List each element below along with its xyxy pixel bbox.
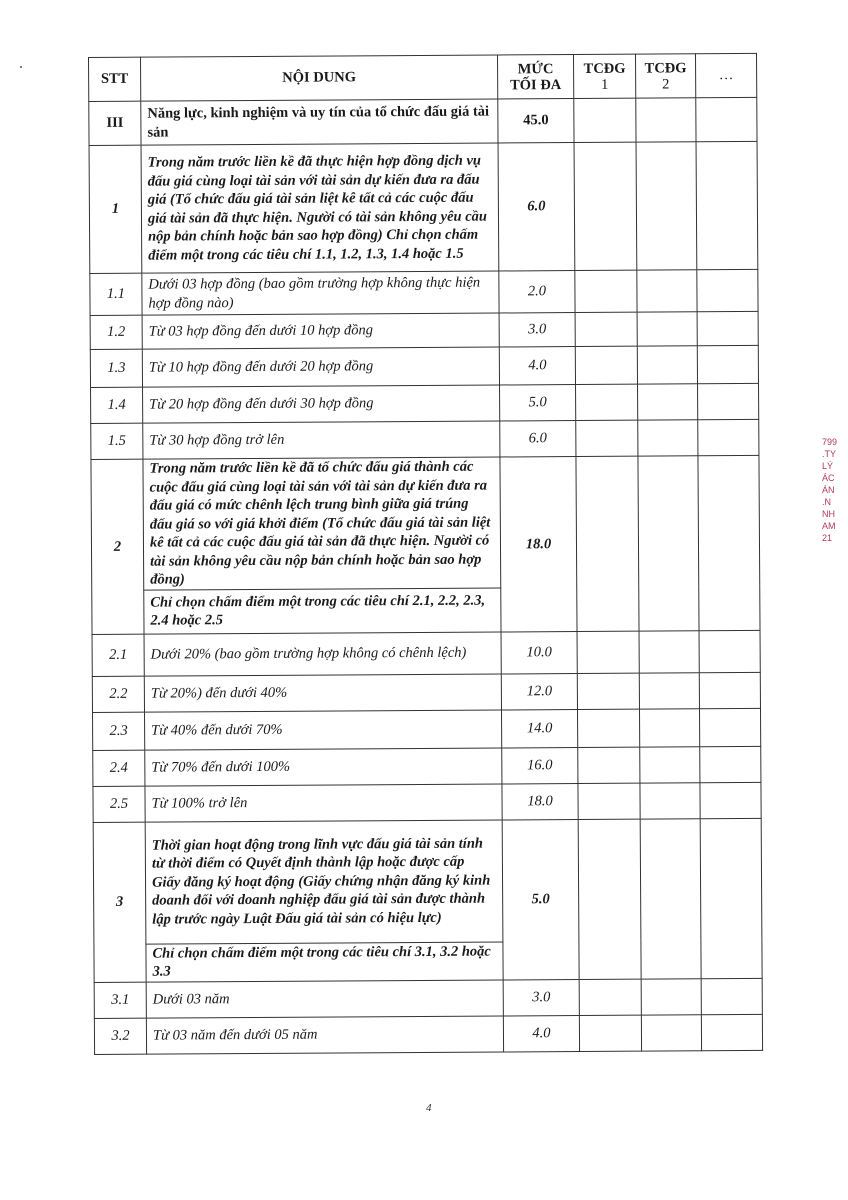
table-row	[91, 455, 760, 590]
row-tcdg-1-cell	[577, 631, 639, 673]
table-row	[90, 269, 758, 315]
row-tcdg-1-cell	[576, 384, 638, 420]
row-more-cell	[700, 782, 761, 818]
row-content: Từ 03 hợp đồng đến dưới 10 hợp đồng	[142, 313, 499, 349]
row-stt: 2.3	[93, 712, 145, 750]
row-tcdg-1-cell	[575, 270, 637, 312]
row-tcdg-2-cell	[636, 142, 697, 270]
table-row	[91, 419, 759, 459]
row-stt: 2.2	[92, 676, 144, 712]
row-tcdg-2-cell	[639, 708, 699, 746]
table-row	[91, 383, 759, 423]
row-more-cell	[699, 672, 760, 708]
row-tcdg-2-cell	[641, 978, 701, 1014]
stamp-text-fragment: ÁC	[822, 473, 835, 483]
table-header-row	[89, 53, 757, 101]
row-max-score: 10.0	[501, 631, 577, 673]
row-stt: 2.4	[93, 750, 145, 786]
margin-stamp-fragment	[822, 436, 848, 586]
row-tcdg-1-cell	[578, 747, 640, 783]
row-tcdg-1-cell	[574, 98, 636, 142]
row-more-cell	[697, 269, 758, 311]
row-stt: 1.4	[91, 387, 143, 423]
row-tcdg-1-cell	[578, 819, 641, 979]
row-content: Từ 30 hợp đồng trở lên	[143, 421, 500, 459]
row-tcdg-1-cell	[577, 673, 639, 709]
row-tcdg-2-cell	[638, 384, 698, 420]
row-tcdg-2-cell	[640, 746, 700, 782]
row-content: Thời gian hoạt động trong lĩnh vực đấu giá tài sản tính từ thời điểm có Quyết định thành lập hoặc được cấp Giấy đăng ký hoạt động (Giấy chứng nhận đăng ký kinh doanh đối với doanh nghiệp đấu giá tài sản được thành lập trước ngày Luật Đấu giá tài sản có hiệu lực)	[145, 819, 503, 943]
row-max-score: 4.0	[499, 347, 575, 385]
row-tcdg-2-cell	[638, 456, 699, 631]
stamp-text-fragment: NH	[822, 509, 835, 519]
stamp-text-fragment: LÝ	[822, 461, 834, 471]
row-tcdg-1-cell	[579, 1015, 641, 1051]
header-more: …	[695, 53, 756, 97]
table-row	[92, 630, 760, 676]
page-number: 4	[426, 1102, 432, 1114]
row-more-cell	[701, 1014, 762, 1050]
row-max-score: 6.0	[500, 421, 576, 457]
row-max-score: 12.0	[501, 673, 577, 709]
row-content: Dưới 03 năm	[146, 979, 503, 1017]
stamp-text-fragment: .N	[822, 497, 831, 507]
row-tcdg-1-cell	[578, 783, 640, 819]
row-stt: 3.2	[94, 1018, 146, 1054]
row-tcdg-1-cell	[577, 709, 639, 747]
row-max-score: 6.0	[498, 143, 575, 271]
row-tcdg-2-cell	[639, 672, 699, 708]
row-max-score: 18.0	[500, 457, 577, 632]
row-content: Từ 20 hợp đồng đến dưới 30 hợp đồng	[143, 385, 500, 423]
row-more-cell	[698, 383, 759, 419]
row-stt: 3.1	[94, 982, 146, 1018]
row-more-cell	[701, 978, 762, 1014]
header-content: NỘI DUNG	[141, 55, 498, 101]
row-tcdg-2-cell	[638, 420, 698, 456]
header-tcdg-1: TCĐG 1	[573, 54, 635, 98]
table-row	[90, 311, 758, 349]
table-row	[92, 672, 760, 712]
row-max-score: 3.0	[499, 313, 575, 347]
row-subnote: Chỉ chọn chấm điểm một trong các tiêu chí 2.1, 2.2, 2.3, 2.4 hoặc 2.5	[144, 587, 501, 633]
row-content: Dưới 20% (bao gồm trường hợp không có chênh lệch)	[144, 631, 501, 675]
row-max-score: 4.0	[503, 1015, 579, 1051]
row-max-score: 14.0	[501, 709, 577, 747]
row-more-cell	[696, 97, 757, 141]
row-more-cell	[700, 818, 762, 978]
row-tcdg-1-cell	[579, 979, 641, 1015]
row-content: Trong năm trước liền kề đã tổ chức đấu giá thành các cuộc đấu giá cùng loại tài sản với tài sản dự kiến đưa ra đấu giá có mức chênh lệch trung bình giữa giá trúng đấu giá so với giá khởi điểm (Tổ chức đấu giá tài sản liệt kê tất cả các cuộc đấu giá tài sản đã thực hiện. Người có tài sản không yêu cầu nộp bản chính hoặc bản sao hợp đồng)	[143, 457, 501, 590]
row-stt: 1.5	[91, 423, 143, 459]
row-tcdg-2-cell	[640, 818, 701, 978]
row-more-cell	[697, 345, 758, 383]
row-stt: 1.1	[90, 273, 142, 315]
stamp-text-fragment: 799	[822, 437, 838, 447]
row-tcdg-1-cell	[576, 420, 638, 456]
row-tcdg-2-cell	[637, 270, 697, 312]
row-max-score: 2.0	[499, 271, 575, 313]
row-more-cell	[700, 746, 761, 782]
row-stt: 1.2	[90, 315, 142, 349]
row-tcdg-2-cell	[639, 630, 699, 672]
table-row	[89, 141, 758, 273]
table-row	[90, 345, 758, 387]
row-content: Dưới 03 hợp đồng (bao gồm trường hợp không thực hiện hợp đồng nào)	[142, 271, 499, 315]
row-more-cell	[698, 455, 760, 630]
table-row	[89, 97, 757, 145]
stamp-text-fragment: .TY	[822, 449, 837, 459]
row-max-score: 45.0	[498, 99, 574, 143]
table-row	[93, 708, 761, 750]
row-max-score: 5.0	[500, 385, 576, 421]
row-content: Từ 20%) đến dưới 40%	[144, 673, 501, 711]
row-content: Từ 10 hợp đồng đến dưới 20 hợp đồng	[142, 347, 499, 387]
row-stt: 3	[93, 822, 146, 982]
row-more-cell	[697, 311, 758, 345]
table-row	[93, 746, 761, 786]
header-max-score: MỨC TỐI ĐA	[497, 55, 573, 99]
table-row	[94, 1014, 762, 1054]
row-stt: 1	[89, 145, 142, 273]
row-content: Từ 100% trở lên	[145, 783, 502, 821]
row-tcdg-1-cell	[576, 456, 639, 631]
row-content: Trong năm trước liền kề đã thực hiện hợp đồng dịch vụ đấu giá cùng loại tài sản với tài sản dự kiến đưa ra đấu giá (Tổ chức đấu giá tài sản liệt kê tất cả các cuộc đấu giá tài sản đã thực hiện. Người có tài sản không yêu cầu nộp bản chính hoặc bản sao hợp đồng) Chỉ chọn chấm điểm một trong các tiêu chí 1.1, 1.2, 1.3, 1.4 hoặc 1.5	[141, 143, 499, 273]
row-max-score: 16.0	[502, 747, 578, 783]
row-more-cell	[699, 708, 760, 746]
stamp-text-fragment: AM	[822, 521, 836, 531]
table-row	[93, 782, 761, 822]
row-content: Năng lực, kinh nghiệm và uy tín của tổ chức đấu giá tài sản	[141, 99, 498, 145]
row-stt: 1.3	[90, 349, 142, 387]
row-stt: 2.1	[92, 634, 144, 676]
table-row	[93, 818, 762, 944]
row-more-cell	[699, 630, 760, 672]
stamp-text-fragment: 21	[822, 533, 833, 543]
row-tcdg-1-cell	[575, 346, 637, 384]
row-tcdg-1-cell	[575, 312, 637, 346]
row-tcdg-2-cell	[636, 98, 696, 142]
row-tcdg-2-cell	[637, 312, 697, 346]
row-max-score: 5.0	[502, 819, 579, 979]
row-max-score: 3.0	[503, 979, 579, 1015]
row-stt: III	[89, 101, 141, 145]
row-content: Từ 03 năm đến dưới 05 năm	[146, 1015, 503, 1053]
row-max-score: 18.0	[502, 783, 578, 819]
header-stt: STT	[89, 57, 141, 101]
row-tcdg-2-cell	[637, 346, 697, 384]
row-subnote: Chỉ chọn chấm điểm một trong các tiêu chí 3.1, 3.2 hoặc 3.3	[146, 941, 503, 981]
header-tcdg-2: TCĐG 2	[635, 54, 695, 98]
row-tcdg-2-cell	[640, 782, 700, 818]
table-row	[94, 978, 762, 1018]
scan-speck	[20, 66, 22, 68]
row-tcdg-2-cell	[641, 1014, 701, 1050]
row-more-cell	[696, 141, 758, 269]
row-content: Từ 40% đến dưới 70%	[145, 709, 502, 749]
scoring-criteria-table	[88, 53, 763, 1055]
row-more-cell	[698, 419, 759, 455]
row-tcdg-1-cell	[574, 142, 637, 270]
row-stt: 2	[91, 459, 144, 634]
stamp-text-fragment: ÁN	[822, 485, 835, 495]
row-content: Từ 70% đến dưới 100%	[145, 747, 502, 785]
row-stt: 2.5	[93, 786, 145, 822]
